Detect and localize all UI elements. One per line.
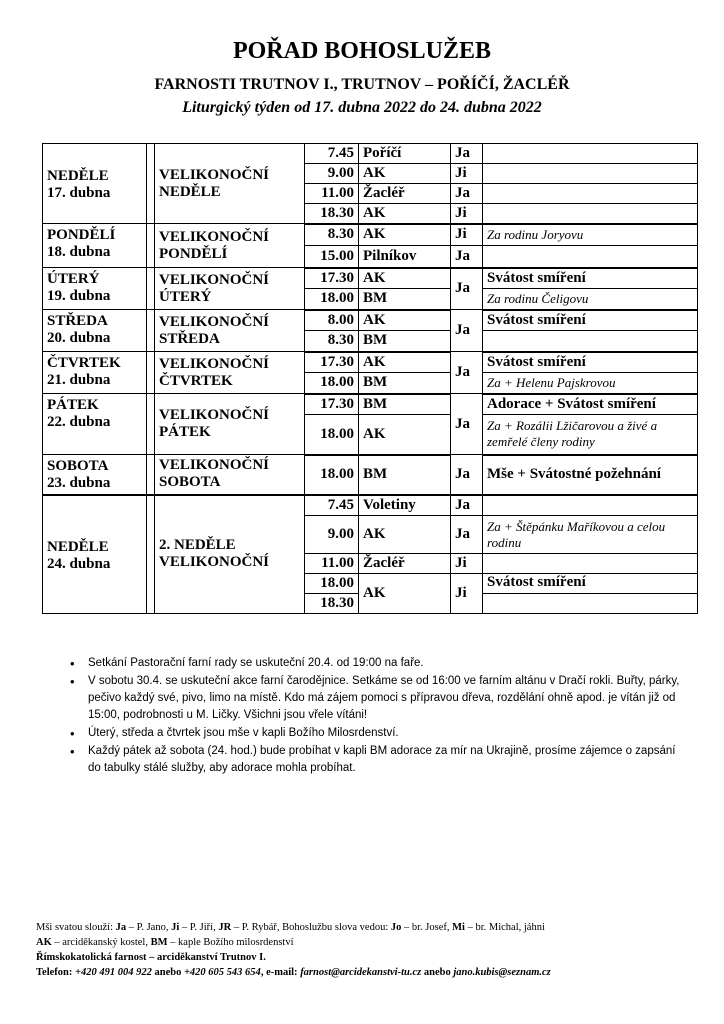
- day-cell: NEDĚLE 24. dubna: [43, 495, 147, 614]
- footer-legend-priests: Mši svatou slouží: Ja – P. Jano, Ji – P. Jiří, JR – P. Rybář, Bohoslužbu slova vedou: Jo – br. Josef, Mi – br. Michal, jáhni: [36, 922, 545, 933]
- schedule-table: [42, 143, 698, 614]
- priest-cell: Ja: [451, 144, 483, 164]
- feast-cell: 2. NEDĚLE VELIKONOČNÍ: [155, 495, 305, 614]
- feast-cell: VELIKONOČNÍ STŘEDA: [155, 310, 305, 352]
- table-row: PONDĚLÍ 18. dubna VELIKONOČNÍ PONDĚLÍ 8.30 AK Ji Za rodinu Joryovu: [43, 224, 698, 246]
- page-title: POŘAD BOHOSLUŽEB: [232, 38, 492, 64]
- week-range: Liturgický týden od 17. dubna 2022 do 24. dubna 2022: [182, 99, 542, 116]
- table-row: ÚTERÝ 19. dubna VELIKONOČNÍ ÚTERÝ 17.30 AK Ja Svátost smíření: [43, 268, 698, 289]
- feast-cell: VELIKONOČNÍ ÚTERÝ: [155, 268, 305, 310]
- email-link[interactable]: farnost@arcidekanstvi-tu.cz: [300, 967, 422, 978]
- announcements-list: [70, 655, 685, 778]
- table-row: [43, 144, 698, 164]
- table-row: 11.00 Žacléř Ji: [43, 554, 698, 574]
- day-cell: ČTVRTEK 21. dubna: [43, 352, 147, 394]
- feast-cell: VELIKONOČNÍ SOBOTA: [155, 455, 305, 495]
- footer: [36, 920, 696, 980]
- day-cell: STŘEDA 20. dubna: [43, 310, 147, 352]
- table-row: NEDĚLE 24. dubna 2. NEDĚLE VELIKONOČNÍ 7.45 Voletiny Ja: [43, 495, 698, 516]
- feast-cell: VELIKONOČNÍ PONDĚLÍ: [155, 224, 305, 268]
- footer-legend-places: AK – arciděkanský kostel, BM – kaple Božího milosrdenství: [36, 937, 294, 948]
- list-item: • Úterý, středa a čtvrtek jsou mše v kapli Božího Milosrdenství.: [70, 725, 685, 742]
- list-item: • Setkání Pastorační farní rady se uskuteční 20.4. od 19:00 na faře.: [70, 655, 685, 672]
- note-cell: [483, 144, 698, 164]
- footer-parish-name: Římskokatolická farnost – arciděkanství Trutnov I.: [36, 952, 266, 963]
- table-row: 18.30 AK Ji: [43, 204, 698, 224]
- table-row: STŘEDA 20. dubna VELIKONOČNÍ STŘEDA 8.00 AK Ja Svátost smíření: [43, 310, 698, 331]
- footer-contact: Telefon: +420 491 004 922 anebo +420 605 543 654, e-mail: farnost@arcidekanstvi-tu.cz anebo jano.kubis@seznam.cz: [36, 967, 551, 978]
- place-cell: Poříčí: [359, 144, 451, 164]
- priest-cell: Ja: [451, 352, 483, 394]
- table-row: 18.30: [43, 594, 698, 614]
- parish-subtitle: FARNOSTI TRUTNOV I., TRUTNOV – POŘÍČÍ, ŽACLÉŘ: [154, 76, 570, 93]
- table-row: SOBOTA 23. dubna VELIKONOČNÍ SOBOTA 18.00 BM Ja Mše + Svátostné požehnání: [43, 455, 698, 495]
- feast-cell: VELIKONOČNÍ PÁTEK: [155, 394, 305, 455]
- table-row: 9.00 AK Ja Za + Štěpánku Maříkovou a celou rodinu: [43, 516, 698, 554]
- day-cell: ÚTERÝ 19. dubna: [43, 268, 147, 310]
- table-row: 18.00 BM Za + Helenu Pajskrovou: [43, 373, 698, 394]
- list-item: • Každý pátek až sobota (24. hod.) bude probíhat v kapli BM adorace za mír na Ukrajině, prosíme zájemce o zapsání do tabulky stálé služby, aby adorace mohla probíhat.: [70, 743, 685, 777]
- priest-cell: Ja: [451, 394, 483, 455]
- feast-cell: VELIKONOČNÍ ČTVRTEK: [155, 352, 305, 394]
- table-row: 18.00 AK Ji Svátost smíření: [43, 574, 698, 594]
- priest-cell: Ja: [451, 268, 483, 310]
- table-row: 15.00 Pilníkov Ja: [43, 246, 698, 268]
- priest-cell: Ja: [451, 310, 483, 352]
- feast-cell: VELIKONOČNÍ NEDĚLE: [155, 144, 305, 224]
- table-row: ČTVRTEK 21. dubna VELIKONOČNÍ ČTVRTEK 17.30 AK Ja Svátost smíření: [43, 352, 698, 373]
- table-row: 9.00 AK Ji: [43, 164, 698, 184]
- day-cell: PONDĚLÍ 18. dubna: [43, 224, 147, 268]
- day-cell: PÁTEK 22. dubna: [43, 394, 147, 455]
- day-cell: NEDĚLE 17. dubna: [43, 144, 147, 224]
- day-cell: SOBOTA 23. dubna: [43, 455, 147, 495]
- table-row: 18.00 AK Za + Rozálii Lžičarovou a živé a zemřelé členy rodiny: [43, 415, 698, 455]
- email-link[interactable]: jano.kubis@seznam.cz: [453, 967, 551, 978]
- table-row: PÁTEK 22. dubna VELIKONOČNÍ PÁTEK 17.30 BM Ja Adorace + Svátost smíření: [43, 394, 698, 415]
- table-row: 11.00 Žacléř Ja: [43, 184, 698, 204]
- list-item: • V sobotu 30.4. se uskuteční akce farní čarodějnice. Setkáme se od 16:00 ve farním altánu v Dračí rokli. Buřty, párky, pečivo každý své, pivo, limo na místě. Kdo má zájem pomoci s přípravou dřeva, rozdělání ohně apod. je vítán již od 15:00, podrobnosti u M. Ličky. Všichni jsou vřele vítáni!: [70, 673, 685, 724]
- table-row: 8.30 BM: [43, 331, 698, 352]
- table-row: 18.00 BM Za rodinu Čeligovu: [43, 289, 698, 310]
- time-cell: 7.45: [305, 144, 359, 164]
